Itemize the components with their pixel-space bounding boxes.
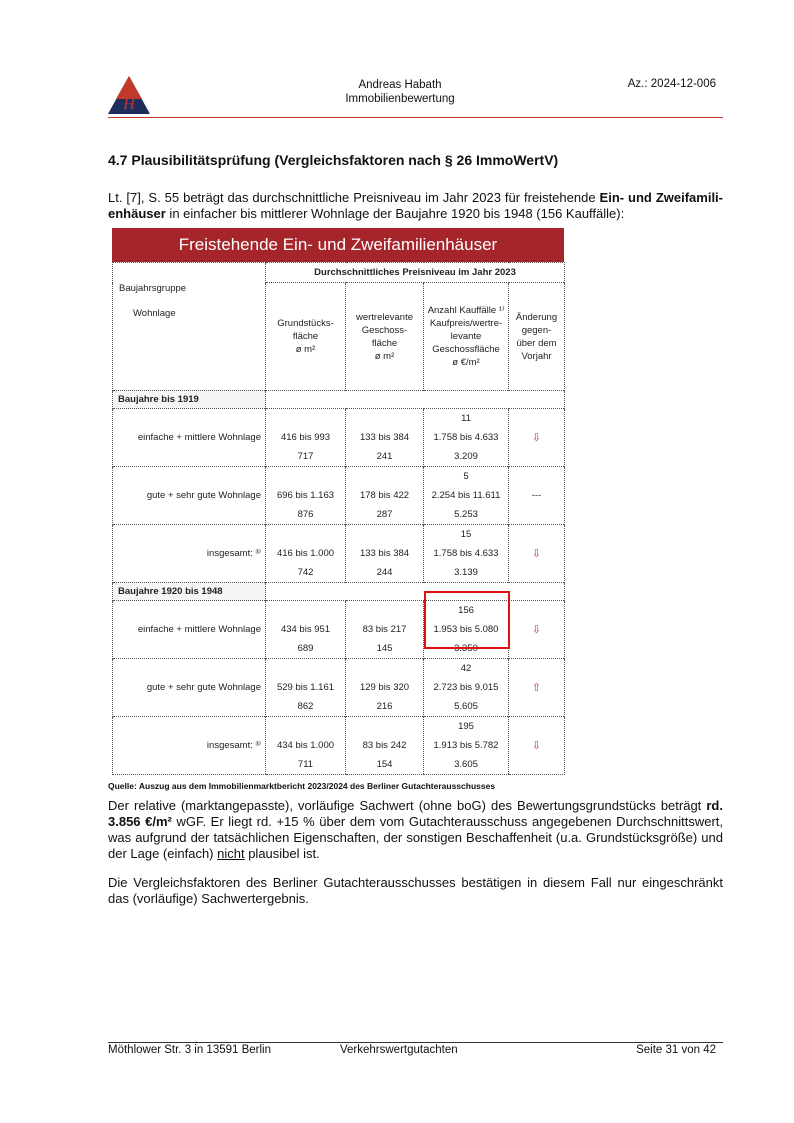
table-cell [346,409,424,467]
cell-k2: 5.605 [454,701,478,712]
cell-g2: 862 [297,701,314,712]
para2-text-a: Der relative (marktangepasste), vorläufige Sachwert (ohne boG) des Bewertungsgrundstücks beträgt [108,798,707,813]
cell-w1: 178 bis 422 [359,490,410,501]
cell-w2: 216 [376,701,393,712]
table-cell [266,467,346,525]
header-az: Az.: 2024-12-006 [627,78,716,90]
col2-line: fläche [371,337,398,349]
cell-k1: 1.758 bis 4.633 [433,432,499,443]
group-label: Baujahre bis 1919 [113,391,266,409]
cell-g1: 416 bis 1.000 [276,548,335,559]
table-row [113,717,565,775]
cell-n: 11 [461,413,471,424]
footer-page: Seite 31 von 42 [636,1044,716,1056]
row-label: insgesamt: ³⁾ [113,717,266,775]
logo-letter: H [123,96,135,113]
cell-line [266,721,345,732]
cell-w1: 133 bis 384 [359,432,410,443]
table-cell [266,601,346,659]
row-header-cell [113,263,266,391]
table-cell [266,525,346,583]
price-table [112,228,564,770]
col1-line: Grundstücks- [277,318,334,329]
col3-line: ø €/m² [452,357,480,368]
header-name [300,78,500,106]
table-title: Freistehende Ein- und Zweifamilienhäuser [112,228,564,262]
cell-line [346,413,423,424]
change-down-arrow-icon: ⇩ [509,409,565,467]
cell-k1: 1.913 bis 5.782 [433,740,499,751]
footer-divider [108,1042,723,1043]
cell-n: 5 [463,471,469,482]
cell-n: 156 [458,605,474,616]
row-label: einfache + mittlere Wohnlage [113,409,266,467]
col4-line: Vorjahr [521,350,552,362]
row-header-2: Wohnlage [133,308,176,319]
row-label: einfache + mittlere Wohnlage [113,601,266,659]
table-grid [112,262,565,775]
table-cell [266,717,346,775]
cell-line [346,605,423,616]
cell-w2: 244 [376,567,393,578]
row-header-1: Baujahrsgruppe [119,283,187,294]
table-row [113,467,565,525]
footer-address: Möthlower Str. 3 in 13591 Berlin [108,1044,272,1056]
intro-text-bold: Ein- und Zweifamili-enhäuser [108,190,723,221]
row-label: gute + sehr gute Wohnlage [113,467,266,525]
cell-line [266,413,345,424]
cell-line [346,663,423,674]
cell-w1: 83 bis 242 [362,740,407,751]
table-cell [346,601,424,659]
change-none: --- [509,467,565,525]
table-cell [424,717,509,775]
group-spacer [266,583,565,601]
col-header-kaufpreis [424,283,509,391]
cell-k2: 5.253 [454,509,478,520]
cell-n: 42 [460,663,472,674]
column-group-header: Durchschnittliches Preisniveau im Jahr 2023 [266,263,565,283]
table-row [113,409,565,467]
col2-line: ø m² [374,350,395,362]
header-name-line1: Andreas Habath [358,79,442,91]
change-down-arrow-icon: ⇩ [509,717,565,775]
para2-value-bold: rd. 3.856 €/m² [108,798,723,829]
table-cell [424,659,509,717]
table-row [113,659,565,717]
cell-line [266,529,345,540]
cell-w1: 129 bis 320 [359,682,410,693]
col3-line: Anzahl Kauffälle ¹⁾ [427,305,505,316]
cell-k1: 1.758 bis 4.633 [433,548,499,559]
change-up-arrow-icon: ⇧ [509,659,565,717]
col4-line: gegen- [521,324,552,336]
cell-g1: 696 bis 1.163 [276,490,335,501]
group-label: Baujahre 1920 bis 1948 [113,583,266,601]
cell-k2: 3.605 [454,759,478,770]
cell-line [346,721,423,732]
cell-w2: 287 [376,509,393,520]
col2-line: wertrelevante [355,311,414,323]
cell-k2: 3.139 [454,567,478,578]
intro-paragraph [108,190,723,222]
row-label: gute + sehr gute Wohnlage [113,659,266,717]
table-cell [266,409,346,467]
cell-g1: 416 bis 993 [280,432,331,443]
cell-w2: 154 [376,759,393,770]
row-label: insgesamt: ³⁾ [113,525,266,583]
highlight-box [424,591,510,649]
para2-text-c: wGF. Er liegt rd. +15 % über dem vom Gutachterausschuss angegebenen Durchschnittswert, was aufgrund der tatsächlichen Eigenschaften, der sonstigen Beschaffenheit (u.a. Grundstücksgröße) und der Lage (einfach) [108,814,724,861]
cell-k1: 2.723 bis 9.015 [433,682,499,693]
col4-line: Änderung [515,311,558,323]
cell-w2: 145 [376,643,393,654]
conclusion-paragraph: Die Vergleichsfaktoren des Berliner Gutachterausschusses bestätigen in diesem Fall nur eingeschränkt das (vorläufige) Sachwertergebnis. [108,875,723,906]
header-name-line2: Immobilienbewertung [345,93,455,105]
cell-k2: 3.209 [454,451,478,462]
col3-line: Geschossfläche [432,344,500,355]
cell-g2: 876 [297,509,314,520]
cell-line [266,663,345,674]
cell-g1: 529 bis 1.161 [276,682,335,693]
cell-k1: 2.254 bis 11.611 [431,490,501,501]
cell-g2: 689 [297,643,314,654]
cell-line [346,471,423,482]
change-down-arrow-icon: ⇩ [509,525,565,583]
col1-line: ø m² [295,344,316,355]
col2-line: Geschoss- [361,324,408,336]
table-row [113,525,565,583]
sachwert-paragraph [108,798,723,862]
col-header-geschoss [346,283,424,391]
cell-w1: 133 bis 384 [359,548,410,559]
cell-line [266,605,345,616]
col-header-aenderung [509,283,565,391]
cell-g1: 434 bis 951 [280,624,331,635]
source-note: Quelle: Auszug aus dem Immobilienmarktbericht 2023/2024 des Berliner Gutachterausschusses [108,781,496,791]
change-down-arrow-icon: ⇩ [509,601,565,659]
cell-n: 195 [458,721,474,732]
col3-line: levante [450,331,482,342]
col3-line: Kaufpreis/wertre- [429,318,503,329]
col1-line: fläche [292,331,319,342]
table-cell [346,467,424,525]
table-cell [346,659,424,717]
para2-text-e: plausibel ist. [244,846,320,861]
col-header-grundstueck [266,283,346,391]
col4-line: über dem [516,337,557,349]
cell-w2: 241 [376,451,393,462]
cell-line [346,529,423,540]
para2-underlined: nicht [217,846,245,861]
habath-logo [108,76,150,114]
intro-text-c: in einfacher bis mittlerer Wohnlage der Baujahre 1920 bis 1948 (156 Kauffälle): [165,206,625,221]
cell-line [266,471,345,482]
cell-k1: 1.953 bis 5.080 [433,624,499,635]
cell-g2: 717 [297,451,314,462]
table-cell [424,467,509,525]
cell-w1: 83 bis 217 [362,624,407,635]
group-spacer [266,391,565,409]
cell-k2: 3.350 [454,643,478,654]
section-heading: 4.7 Plausibilitätsprüfung (Vergleichsfaktoren nach § 26 ImmoWertV) [108,152,559,168]
footer-doctype: Verkehrswertgutachten [340,1044,458,1056]
cell-g2: 742 [297,567,314,578]
table-cell [346,717,424,775]
intro-text-a: Lt. [7], S. 55 beträgt das durchschnittliche Preisniveau im Jahr 2023 für freistehende [108,190,600,205]
table-cell [266,659,346,717]
table-cell [346,525,424,583]
cell-n: 15 [460,529,472,540]
table-cell [424,525,509,583]
cell-g2: 711 [297,759,314,770]
table-cell [424,409,509,467]
header-divider [108,117,723,118]
cell-g1: 434 bis 1.000 [276,740,335,751]
